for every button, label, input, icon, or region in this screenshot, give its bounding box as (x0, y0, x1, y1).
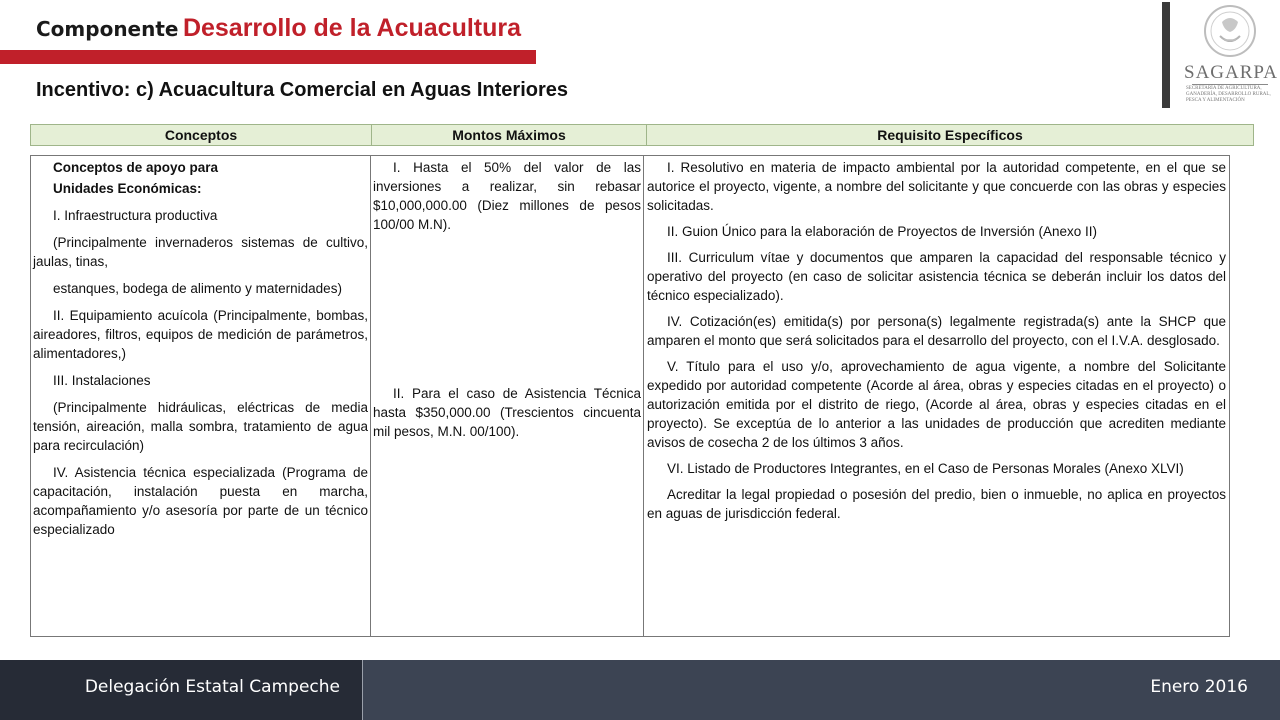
conceptos-column (31, 156, 371, 636)
requisito-line: IV. Cotización(es) emitida(s) por persona(s) legalmente registrada(s) ante la SHCP que amparen el monto que será solicitados para el desarrollo del proyecto, con el I.V.A. desglosado. (647, 314, 1226, 348)
spacer (373, 234, 641, 384)
table-body (30, 155, 1230, 637)
requisito-line: Acreditar la legal propiedad o posesión del predio, bien o inmueble, no aplica en proyectos en aguas de jurisdicción federal. (647, 487, 1226, 521)
monto-line: I. Hasta el 50% del valor de las inversiones a realizar, sin rebasar $10,000,000.00 (Diez millones de pesos 100/00 M.N). (373, 160, 641, 232)
footer-left-panel (0, 660, 363, 720)
logo-divider (1162, 2, 1170, 108)
sagarpa-logo (1184, 4, 1276, 104)
concepto-line: (Principalmente invernaderos sistemas de cultivo, jaulas, tinas, (33, 235, 368, 269)
header-conceptos: Conceptos (31, 125, 372, 145)
concepto-line: estanques, bodega de alimento y maternidades) (53, 281, 342, 296)
logo-subtitle: SECRETARÍA DE AGRICULTURA, GANADERÍA, DESARROLLO RURAL, PESCA Y ALIMENTACIÓN (1186, 86, 1271, 103)
header-requisitos: Requisito Específicos (877, 127, 1023, 143)
table-header (30, 124, 1254, 146)
requisito-line: I. Resolutivo en materia de impacto ambiental por la autoridad competente, en el que se autorice el proyecto, vigente, a nombre del solicitante y que concuerde con las obras y especies solicitadas. (647, 160, 1226, 213)
concepto-line: I. Infraestructura productiva (53, 208, 218, 223)
concepto-line: III. Instalaciones (53, 373, 151, 388)
header-montos: Montos Máximos (372, 125, 647, 145)
page-title (36, 14, 521, 43)
title-prefix: Componente (36, 17, 179, 41)
title-main: Desarrollo de la Acuacultura (182, 14, 522, 42)
logo-brand: SAGARPA (1184, 62, 1278, 83)
requisito-line: III. Curriculum vítae y documentos que amparen la capacidad del responsable técnico y operativo del proyecto (en caso de solicitar asistencia técnica se deberán incluir los datos del técnico especializado). (647, 250, 1226, 303)
requisito-line: VI. Listado de Productores Integrantes, en el Caso de Personas Morales (Anexo XLVI) (667, 461, 1184, 476)
concepto-line: II. Equipamiento acuícola (Principalmente, bombas, aireadores, filtros, equipos de medición de parámetros, alimentadores,) (33, 308, 368, 361)
footer-bar (0, 660, 1280, 720)
footer-date: Enero 2016 (1150, 677, 1248, 697)
concepto-line: (Principalmente hidráulicas, eléctricas de media tensión, aireación, malla sombra, tratamiento de agua para recirculación) (33, 400, 368, 453)
concepto-line: IV. Asistencia técnica especializada (Programa de capacitación, instalación puesta en marcha, acompañamiento y/o asesoría por parte de un técnico especializado (33, 465, 368, 537)
incentive-title: Incentivo: c) Acuacultura Comercial en Aguas Interiores (36, 79, 568, 101)
requisito-line: V. Título para el uso y/o, aprovechamiento de agua vigente, a nombre del Solicitante expedido por autoridad competente (Acorde al área, obras y especies citadas en el proyecto) o autorización emitida por el distrito de riego, (Acorde al área, obras y especies citadas en el proyecto). Se exceptúa de lo anterior a las unidades de producción que acrediten mediante avisos de cosecha 2 de los últimos 3 años. (647, 359, 1226, 450)
footer-delegation: Delegación Estatal Campeche (84, 677, 340, 697)
monto-line: II. Para el caso de Asistencia Técnica hasta $350,000.00 (Trescientos cincuenta mil pesos, M.N. 00/100). (373, 386, 641, 439)
title-underline-bar (0, 50, 536, 64)
requisito-line: II. Guion Único para la elaboración de Proyectos de Inversión (Anexo II) (667, 224, 1097, 239)
requisitos-column (644, 156, 1229, 636)
montos-column (371, 156, 644, 636)
logo-rule (1192, 84, 1268, 85)
concepto-line: Unidades Económicas: (53, 181, 202, 196)
concepto-line: Conceptos de apoyo para (53, 160, 219, 175)
mexican-seal-icon (1202, 4, 1258, 58)
